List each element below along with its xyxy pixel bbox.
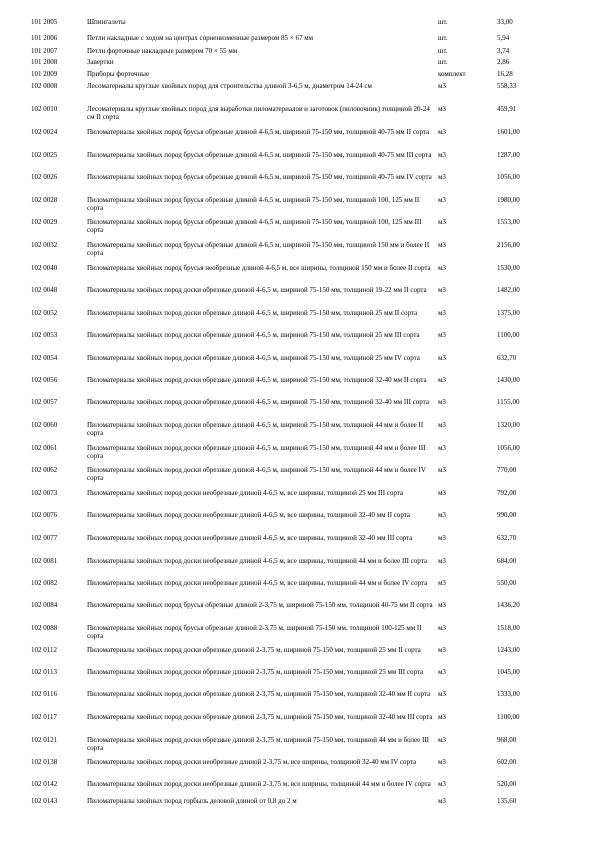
item-code: 102 0143 bbox=[31, 797, 58, 805]
item-name: Завертки bbox=[87, 58, 114, 66]
item-price: 135,60 bbox=[497, 797, 517, 805]
item-name: Пиломатериалы хвойных пород горбыль деловой длиной от 0,8 до 2 м bbox=[87, 797, 297, 805]
item-unit: м3 bbox=[438, 713, 446, 721]
item-price: 5,94 bbox=[497, 34, 510, 42]
item-price: 33,00 bbox=[497, 18, 513, 26]
item-name: Лесоматериалы круглые хвойных пород для выработки пиломатериалов и заготовок (пиловочник) толщиной 20-24 см II сорта bbox=[87, 105, 430, 121]
item-code: 102 0040 bbox=[31, 264, 58, 272]
item-unit: м3 bbox=[438, 758, 446, 766]
item-unit: м3 bbox=[438, 736, 446, 744]
item-name: Пиломатериалы хвойных пород доски необрезные длиной 2-3,75 м, все ширины, толщиной 32-40 мм IV сорта bbox=[87, 758, 417, 766]
item-code: 102 0062 bbox=[31, 466, 58, 474]
item-name: Пиломатериалы хвойных пород брусья обрезные длиной 4-6,5 м, шириной 75-150 мм, толщиной 40-75 мм II сорта bbox=[87, 128, 430, 136]
item-unit: м3 bbox=[438, 218, 446, 226]
item-price: 632,70 bbox=[497, 354, 517, 362]
item-name: Пиломатериалы хвойных пород брусья обрезные длиной 4-6,5 м, шириной 75-150 мм, толщиной 40-75 мм III сорта bbox=[87, 151, 432, 159]
item-code: 101 2005 bbox=[31, 18, 58, 26]
item-price: 770,00 bbox=[497, 466, 517, 474]
item-unit: м3 bbox=[438, 376, 446, 384]
item-code: 102 0008 bbox=[31, 82, 58, 90]
item-name: Пиломатериалы хвойных пород доски необрезные длиной 4-6,5 м, все ширины, толщиной 44 мм и более III сорта bbox=[87, 557, 427, 565]
item-code: 102 0116 bbox=[31, 690, 57, 698]
item-code: 101 2006 bbox=[31, 34, 58, 42]
item-unit: м3 bbox=[438, 241, 446, 249]
item-price: 1518,00 bbox=[497, 624, 520, 632]
item-price: 3,74 bbox=[497, 47, 510, 55]
item-name: Пиломатериалы хвойных пород доски необрезные длиной 4-6,5 м, все ширины, толщиной 44 мм и более IV сорта bbox=[87, 579, 428, 587]
item-code: 102 0082 bbox=[31, 579, 58, 587]
item-code: 102 0028 bbox=[31, 196, 58, 204]
item-name: Пиломатериалы хвойных пород брусья обрезные длиной 4-6,5 м, шириной 75-150 мм, толщиной 100, 125 мм II сорта bbox=[87, 196, 420, 212]
item-price: 558,33 bbox=[497, 82, 517, 90]
item-code: 102 0025 bbox=[31, 151, 58, 159]
item-unit: м3 bbox=[438, 398, 446, 406]
item-code: 102 0113 bbox=[31, 668, 57, 676]
item-code: 102 0076 bbox=[31, 511, 58, 519]
item-code: 102 0052 bbox=[31, 309, 58, 317]
item-price: 1482,00 bbox=[497, 286, 520, 294]
item-code: 102 0010 bbox=[31, 105, 58, 113]
item-price: 1056,00 bbox=[497, 444, 520, 452]
item-code: 102 0053 bbox=[31, 331, 58, 339]
item-unit: шт. bbox=[438, 58, 448, 66]
item-code: 102 0084 bbox=[31, 601, 58, 609]
item-unit: м3 bbox=[438, 264, 446, 272]
item-name: Петли форточные накладные размером 70 × 55 мм bbox=[87, 47, 238, 55]
item-unit: м3 bbox=[438, 82, 446, 90]
item-name: Пиломатериалы хвойных пород доски обрезные длиной 2-3,75 м, шириной 75-150 мм, толщиной 32-40 мм III сорта bbox=[87, 713, 433, 721]
item-name: Пиломатериалы хвойных пород доски обрезные длиной 4-6,5 м, шириной 75-150 мм, толщиной 32-40 мм II сорта bbox=[87, 376, 427, 384]
item-unit: м3 bbox=[438, 511, 446, 519]
item-price: 1287,00 bbox=[497, 151, 520, 159]
item-name: Пиломатериалы хвойных пород доски обрезные длиной 2-3,75 м, шириной 75-150 мм, толщиной 44 мм и более III сорта bbox=[87, 736, 430, 752]
item-name: Пиломатериалы хвойных пород доски обрезные длиной 4-6,5 м, шириной 75-150 мм, толщиной 44 мм и более IV сорта bbox=[87, 466, 426, 482]
item-unit: м3 bbox=[438, 444, 446, 452]
item-price: 1553,00 bbox=[497, 218, 520, 226]
item-code: 102 0081 bbox=[31, 557, 58, 565]
item-unit: м3 bbox=[438, 421, 446, 429]
item-name: Пиломатериалы хвойных пород доски обрезные длиной 4-6,5 м, шириной 75-150 мм, толщиной 25 мм III сорта bbox=[87, 331, 420, 339]
item-code: 102 0142 bbox=[31, 780, 58, 788]
item-unit: комплект bbox=[438, 70, 466, 78]
item-code: 102 0026 bbox=[31, 173, 58, 181]
item-price: 1333,00 bbox=[497, 690, 520, 698]
item-code: 101 2007 bbox=[31, 47, 58, 55]
item-price: 1601,00 bbox=[497, 128, 520, 136]
item-code: 101 2008 bbox=[31, 58, 58, 66]
item-unit: м3 bbox=[438, 196, 446, 204]
item-code: 101 2009 bbox=[31, 70, 58, 78]
item-price: 1436,20 bbox=[497, 601, 520, 609]
item-price: 968,00 bbox=[497, 736, 517, 744]
item-code: 102 0112 bbox=[31, 646, 57, 654]
item-code: 102 0029 bbox=[31, 218, 58, 226]
item-price: 792,00 bbox=[497, 489, 517, 497]
item-name: Пиломатериалы хвойных пород доски обрезные длиной 4-6,5 м, шириной 75-150 мм, толщиной 25 мм II сорта bbox=[87, 309, 418, 317]
item-name: Приборы форточные bbox=[87, 70, 150, 78]
item-price: 550,00 bbox=[497, 579, 517, 587]
item-unit: м3 bbox=[438, 331, 446, 339]
item-price: 1056,00 bbox=[497, 173, 520, 181]
item-unit: м3 bbox=[438, 466, 446, 474]
item-price: 1100,00 bbox=[497, 713, 520, 721]
item-name: Лесоматериалы круглые хвойных пород для строительства длиной 3-6,5 м, диаметром 14-24 см bbox=[87, 82, 372, 90]
item-unit: м3 bbox=[438, 534, 446, 542]
item-unit: м3 bbox=[438, 601, 446, 609]
item-code: 102 0032 bbox=[31, 241, 58, 249]
item-unit: м3 bbox=[438, 579, 446, 587]
item-unit: м3 bbox=[438, 557, 446, 565]
item-name: Петли накладные с ходом на центрах сорненизменные размером 85 × 67 мм bbox=[87, 34, 314, 42]
item-name: Пиломатериалы хвойных пород доски необрезные длиной 4-6,5 м, все ширины, толщиной 25 мм III сорта bbox=[87, 489, 404, 497]
item-code: 102 0077 bbox=[31, 534, 58, 542]
item-code: 102 0117 bbox=[31, 713, 57, 721]
item-price: 1375,00 bbox=[497, 309, 520, 317]
item-name: Пиломатериалы хвойных пород брусья обрезные длиной 2-3,75 м, шириной 75-150 мм, толщиной 100-125 мм II сорта bbox=[87, 624, 422, 640]
item-unit: м3 bbox=[438, 286, 446, 294]
item-code: 102 0054 bbox=[31, 354, 58, 362]
item-price: 1320,00 bbox=[497, 421, 520, 429]
item-name: Пиломатериалы хвойных пород брусья обрезные длиной 2-3,75 м, шириной 75-150 мм, толщиной 40-75 мм II сорта bbox=[87, 601, 433, 609]
item-code: 102 0060 bbox=[31, 421, 58, 429]
item-unit: м3 bbox=[438, 797, 446, 805]
item-name: Пиломатериалы хвойных пород доски обрезные длиной 2-3,75 м, шириной 75-150 мм, толщиной 25 мм II сорта bbox=[87, 646, 421, 654]
item-unit: шт. bbox=[438, 34, 448, 42]
item-price: 2,86 bbox=[497, 58, 510, 66]
item-code: 102 0088 bbox=[31, 624, 58, 632]
item-name: Пиломатериалы хвойных пород доски обрезные длиной 4-6,5 м, шириной 75-150 мм, толщиной 32-40 мм III сорта bbox=[87, 398, 429, 406]
item-unit: м3 bbox=[438, 309, 446, 317]
item-name: Шпингалеты bbox=[87, 18, 126, 26]
item-code: 102 0056 bbox=[31, 376, 58, 384]
item-name: Пиломатериалы хвойных пород доски обрезные длиной 4-6,5 м, шириной 75-150 мм, толщиной 44 мм и более III сорта bbox=[87, 444, 426, 460]
item-name: Пиломатериалы хвойных пород доски обрезные длиной 4-6,5 м, шириной 75-150 мм, толщиной 44 мм и более II сорта bbox=[87, 421, 424, 437]
item-unit: м3 bbox=[438, 690, 446, 698]
item-name: Пиломатериалы хвойных пород доски обрезные длиной 4-6,5 м, шириной 75-150 мм, толщиной 19-22 мм II сорта bbox=[87, 286, 427, 294]
item-price: 684,00 bbox=[497, 557, 517, 565]
item-name: Пиломатериалы хвойных пород брусья необрезные длиной 4-6,5 м, все ширины, толщиной 150 мм и более II сорта bbox=[87, 264, 431, 272]
item-price: 1155,00 bbox=[497, 398, 520, 406]
item-unit: м3 bbox=[438, 354, 446, 362]
item-price: 990,00 bbox=[497, 511, 517, 519]
item-price: 459,91 bbox=[497, 105, 517, 113]
item-name: Пиломатериалы хвойных пород доски необрезные длиной 4-6,5 м, все ширины, толщиной 32-40 мм II сорта bbox=[87, 511, 411, 519]
item-name: Пиломатериалы хвойных пород брусья обрезные длиной 4-6,5 м, шириной 75-150 мм, толщиной 40-75 мм IV сорта bbox=[87, 173, 432, 181]
item-unit: м3 bbox=[438, 173, 446, 181]
item-code: 102 0048 bbox=[31, 286, 58, 294]
item-name: Пиломатериалы хвойных пород доски необрезные длиной 4-6,5 м, все ширины, толщиной 32-40 мм III сорта bbox=[87, 534, 413, 542]
item-name: Пиломатериалы хвойных пород доски обрезные длиной 2-3,75 м, шириной 75-150 мм, толщиной 32-40 мм II сорта bbox=[87, 690, 431, 698]
item-price: 1430,00 bbox=[497, 376, 520, 384]
item-unit: м3 bbox=[438, 624, 446, 632]
item-code: 102 0138 bbox=[31, 758, 58, 766]
item-unit: м3 bbox=[438, 668, 446, 676]
item-unit: м3 bbox=[438, 128, 446, 136]
item-price: 1100,00 bbox=[497, 331, 520, 339]
item-unit: м3 bbox=[438, 105, 446, 113]
item-price: 520,00 bbox=[497, 780, 517, 788]
item-name: Пиломатериалы хвойных пород брусья обрезные длиной 4-6,5 м, шириной 75-150 мм, толщиной 150 мм и более II сорта bbox=[87, 241, 430, 257]
item-code: 102 0057 bbox=[31, 398, 58, 406]
item-price: 632,70 bbox=[497, 534, 517, 542]
item-name: Пиломатериалы хвойных пород доски обрезные длиной 2-3,75 м, шириной 75-150 мм, толщиной 25 мм III сорта bbox=[87, 668, 424, 676]
item-name: Пиломатериалы хвойных пород доски необрезные длиной 2-3,75 м, все ширины, толщиной 44 мм и более IV сорта bbox=[87, 780, 431, 788]
item-unit: м3 bbox=[438, 151, 446, 159]
item-price: 1530,00 bbox=[497, 264, 520, 272]
item-unit: м3 bbox=[438, 489, 446, 497]
item-price: 1980,00 bbox=[497, 196, 520, 204]
item-code: 102 0024 bbox=[31, 128, 58, 136]
item-price: 1045,00 bbox=[497, 668, 520, 676]
item-code: 102 0073 bbox=[31, 489, 58, 497]
item-price: 2156,00 bbox=[497, 241, 520, 249]
item-name: Пиломатериалы хвойных пород брусья обрезные длиной 4-6,5 м, шириной 75-150 мм, толщиной 100, 125 мм III сорта bbox=[87, 218, 422, 234]
item-unit: м3 bbox=[438, 780, 446, 788]
item-price: 16,28 bbox=[497, 70, 513, 78]
item-code: 102 0121 bbox=[31, 736, 58, 744]
item-unit: м3 bbox=[438, 646, 446, 654]
item-name: Пиломатериалы хвойных пород доски обрезные длиной 4-6,5 м, шириной 75-150 мм, толщиной 25 мм IV сорта bbox=[87, 354, 420, 362]
item-unit: шт. bbox=[438, 47, 448, 55]
item-code: 102 0061 bbox=[31, 444, 58, 452]
item-unit: шт. bbox=[438, 18, 448, 26]
item-price: 602,00 bbox=[497, 758, 517, 766]
item-price: 1243,00 bbox=[497, 646, 520, 654]
